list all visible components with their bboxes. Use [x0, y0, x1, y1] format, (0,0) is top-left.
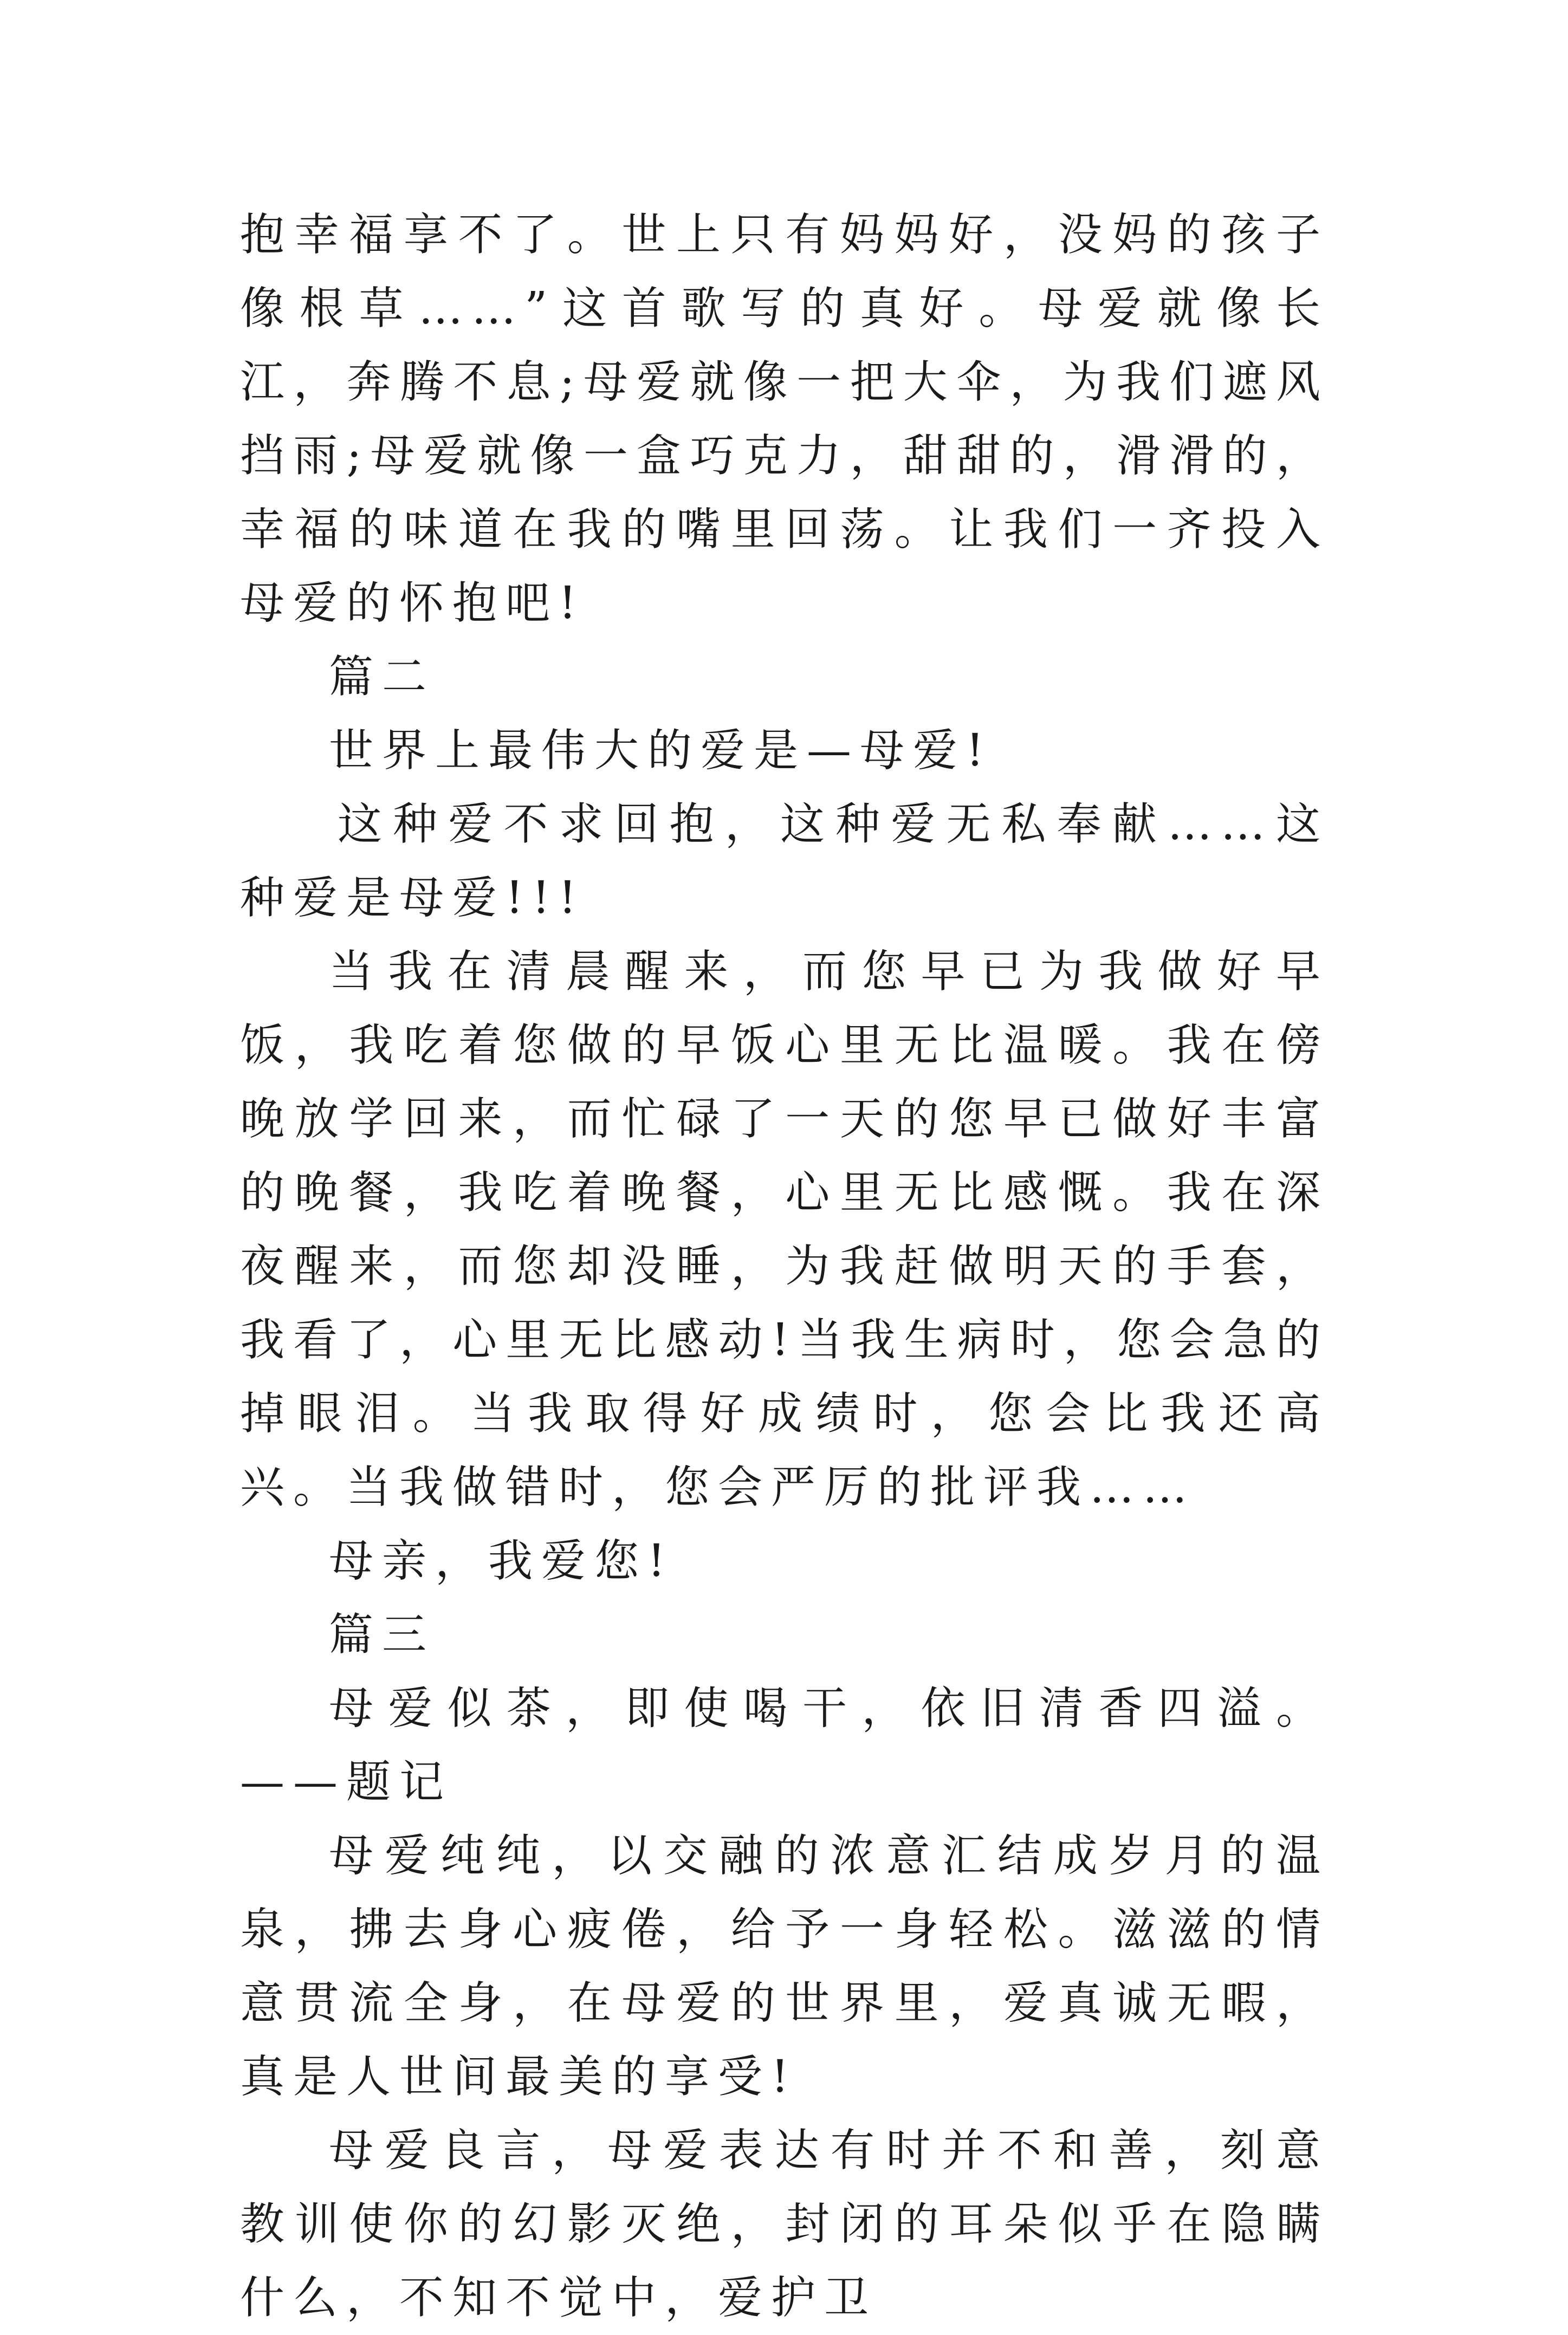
epigraph: 母爱似茶，即使喝干，依旧清香四溢。——题记 — [240, 1683, 1329, 1808]
paragraph: 母亲，我爱您! — [329, 1535, 674, 1587]
section-heading-part-three: 篇三 — [329, 1609, 436, 1661]
paragraph: 母爱良言，母爱表达有时并不和善，刻意教训使你的幻影灭绝，封闭的耳朵似乎在隐瞒什么，不知不觉中，爱护卫 — [240, 2125, 1329, 2324]
section-heading-part-two: 篇二 — [329, 651, 436, 703]
document-body — [240, 198, 1329, 2335]
paragraph: 当我在清晨醒来，而您早已为我做好早饭，我吃着您做的早饭心里无比温暖。我在傍晚放学回来，而忙碌了一天的您早已做好丰富的晚餐，我吃着晚餐，心里无比感慨。我在深夜醒来，而您却没睡，为我赶做明天的手套，我看了，心里无比感动!当我生病时，您会急的掉眼泪。当我取得好成绩时，您会比我还高兴。当我做错时，您会严厉的批评我…… — [240, 946, 1329, 1513]
paragraph-continuation: 抱幸福享不了。世上只有妈妈好，没妈的孩子像根草……”这首歌写的真好。母爱就像长江，奔腾不息;母爱就像一把大伞，为我们遮风挡雨;母爱就像一盒巧克力，甜甜的，滑滑的，幸福的味道在我的嘴里回荡。让我们一齐投入母爱的怀抱吧! — [240, 209, 1329, 629]
paragraph: 这种爱不求回抱，这种爱无私奉献……这种爱是母爱!!! — [240, 799, 1329, 924]
paragraph: 世界上最伟大的爱是—母爱! — [329, 725, 993, 776]
paragraph: 母爱纯纯，以交融的浓意汇结成岁月的温泉，拂去身心疲倦，给予一身轻松。滋滋的情意贯流全身，在母爱的世界里，爱真诚无暇，真是人世间最美的享受! — [240, 1830, 1329, 2103]
